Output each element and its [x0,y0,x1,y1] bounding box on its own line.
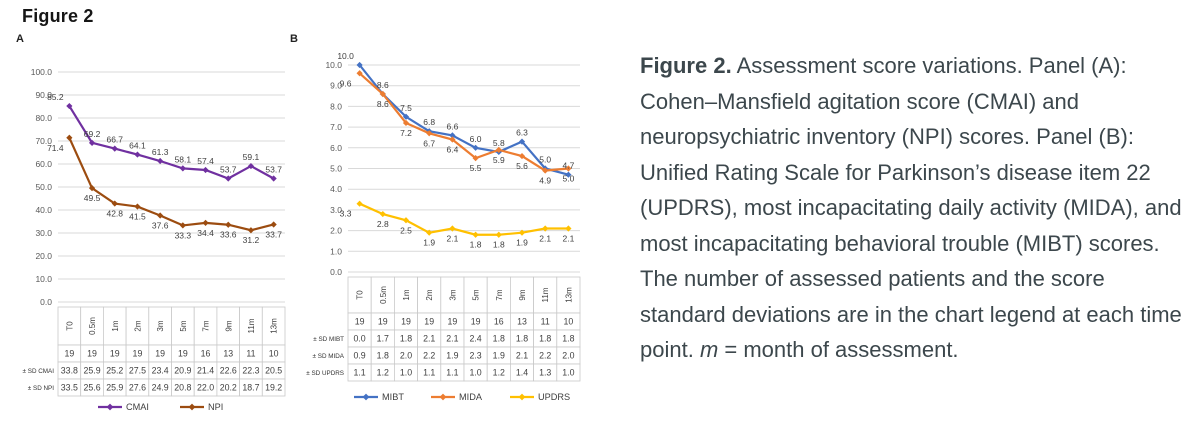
table-value: 25.6 [83,382,101,393]
table-value: 19 [470,316,481,327]
sd-row-label: ± SD MIBT [313,336,344,343]
x-category-label: 9m [518,289,527,301]
data-point-marker [248,227,254,233]
table-value: 1.8 [515,333,529,344]
table-value: 1.3 [539,367,552,378]
y-tick-label: 90.0 [35,90,52,100]
table-value: 20.9 [174,365,192,376]
data-label: 8.6 [376,98,389,109]
x-category-label: 3m [448,289,458,301]
data-label: 85.2 [47,92,64,103]
y-tick-label: 9.0 [330,80,342,91]
table-value: 0.9 [353,350,366,361]
legend-marker-icon [519,394,526,401]
data-label: 8.6 [376,79,389,90]
table-value: 1.0 [399,367,413,378]
table-value: 27.6 [128,382,147,393]
data-point-marker [180,222,186,228]
legend-item-MIBT [354,392,404,402]
y-tick-label: 30.0 [35,228,52,238]
panel-letter: A [16,33,24,45]
table-value: 11 [246,348,256,359]
series-line [360,204,569,235]
table-value: 13 [223,348,234,359]
x-category-label: 1m [402,289,411,301]
data-label: 37.6 [151,220,169,231]
data-label: 1.8 [492,239,505,250]
table-value: 10 [268,348,279,359]
sd-row-label: ± SD NPI [27,385,54,392]
data-label: 6.7 [423,138,436,149]
data-point-marker [180,165,186,171]
legend-item-UPDRS [510,392,570,402]
x-category-label: T0 [65,321,75,331]
table-value: 19 [401,316,411,327]
x-category-label: 13m [564,287,574,303]
table-value: 20.8 [174,382,192,393]
series-UPDRS [357,201,572,238]
table-value: 20.2 [219,382,237,393]
legend-label: MIDA [459,392,482,403]
legend-label: NPI [208,402,224,413]
legend-marker-icon [440,394,447,401]
data-label: 64.1 [129,140,146,151]
y-tick-label: 3.0 [330,204,342,215]
data-label: 4.7 [562,160,575,171]
data-point-marker [112,145,118,151]
data-label: 3.3 [339,208,352,219]
caption-body: Assessment score variations. Panel (A): Cohen–Mansfield agitation score (CMAI) and neuropsychiatric inventory (NPI) scores. Panel (B): Unified Rating Scale for Parkinson’s disease item 22 (UPDRS), most incapacitating daily activity (MIDA), and most incapacitating behavioral trouble (MIBT) scores. The number of assessed patients and the score standard deviations are in the chart legend at each time point. [640,53,1182,362]
y-tick-label: 20.0 [35,251,52,261]
data-label: 53.7 [219,164,237,175]
data-point-marker [202,167,208,173]
data-label: 1.9 [423,237,436,248]
x-category-label: 7m [494,289,504,301]
data-label: 33.3 [174,230,192,241]
caption-tail: = month of assessment. [718,337,959,362]
y-tick-label: 70.0 [35,136,52,146]
y-tick-label: 100.0 [30,67,52,77]
y-tick-label: 60.0 [35,159,52,169]
x-category-label: 2m [133,320,143,332]
data-label: 6.8 [423,117,436,128]
table-value: 2.2 [423,350,436,361]
data-point-marker [496,232,502,238]
data-label: 33.6 [219,229,237,240]
series-line [69,106,273,178]
legend-item-CMAI [98,402,149,412]
chart-legend [354,392,570,402]
table-value: 1.8 [399,333,413,344]
table-value: 16 [493,316,504,327]
table-value: 2.3 [469,350,482,361]
data-label: 2.8 [376,219,389,230]
data-table [306,277,580,381]
y-tick-label: 8.0 [330,101,342,112]
table-value: 1.7 [376,333,389,344]
x-category-label: 1m [110,320,120,332]
table-value: 1.0 [562,367,575,378]
table-value: 1.1 [423,367,436,378]
data-label: 71.4 [47,142,64,153]
x-category-label: 0.5m [88,317,98,335]
table-value: 22.6 [219,365,237,376]
panel-a-chart [10,26,288,422]
x-category-label: 2m [425,289,435,301]
data-label: 5.0 [539,154,552,165]
data-label: 5.5 [469,163,482,174]
table-value: 1.1 [353,367,366,378]
data-point-marker [271,221,277,227]
panel-b-chart [284,26,594,422]
legend-label: MIBT [382,392,404,403]
legend-item-MIDA [431,392,483,402]
x-category-label: 9m [224,320,234,332]
table-value: 1.2 [492,367,505,378]
data-label: 57.4 [197,155,214,166]
table-value: 22.3 [242,365,260,376]
data-label: 2.5 [400,225,412,236]
x-category-label: 0.5m [378,286,388,304]
data-label: 9.6 [339,78,352,89]
data-point-marker [202,220,208,226]
table-value: 19 [132,348,143,359]
table-value: 27.5 [128,365,147,376]
data-label: 2.1 [539,233,552,244]
table-value: 2.2 [539,350,552,361]
figure-title: Figure 2 [22,6,94,26]
legend-marker-icon [189,404,196,411]
table-value: 2.4 [469,333,482,344]
x-category-label: 7m [201,320,211,332]
table-value: 19 [377,316,388,327]
table-value: 19.2 [265,382,283,393]
legend-label: CMAI [126,402,149,413]
table-value: 19 [109,348,120,359]
table-value: 20.5 [265,365,283,376]
table-value: 1.9 [492,350,505,361]
chart-legend [98,402,223,412]
series-CMAI [66,103,277,182]
table-value: 1.9 [446,350,459,361]
table-value: 11 [540,316,550,327]
data-label: 5.0 [562,173,575,184]
data-label: 6.3 [516,127,528,138]
table-value: 1.8 [539,333,552,344]
table-value: 19 [64,348,75,359]
data-table [23,307,285,396]
data-point-marker [134,203,140,209]
y-tick-label: 0.0 [40,297,52,307]
table-value: 33.8 [60,365,78,376]
data-label: 6.6 [446,121,459,132]
table-value: 24.9 [151,382,169,393]
data-label: 49.5 [83,193,101,204]
data-label: 5.8 [492,137,505,148]
data-label: 7.5 [400,102,412,113]
series-line [360,65,569,175]
legend-marker-icon [363,394,370,401]
table-value: 18.7 [242,382,260,393]
table-value: 19 [155,348,166,359]
data-label: 66.7 [106,134,124,145]
y-tick-label: 10.0 [35,274,52,284]
y-tick-label: 6.0 [330,142,342,153]
table-value: 22.0 [196,382,215,393]
table-value: 19 [87,348,97,359]
table-value: 2.1 [515,350,529,361]
x-category-label: T0 [355,290,365,300]
y-tick-label: 4.0 [330,184,342,195]
data-label: 31.2 [242,235,260,246]
table-value: 1.0 [469,367,482,378]
table-value: 25.9 [83,365,101,376]
table-value: 2.1 [446,333,459,344]
caption-m: m [699,337,719,362]
data-label: 58.1 [174,154,192,165]
y-tick-label: 5.0 [330,163,342,174]
y-tick-label: 10.0 [325,60,342,70]
y-tick-label: 80.0 [35,113,52,123]
data-label: 69.2 [83,128,101,139]
x-category-label: 3m [156,320,166,332]
table-value: 10 [563,316,574,327]
table-value: 19 [447,316,458,327]
table-value: 1.8 [492,333,505,344]
table-value: 23.4 [151,365,169,376]
table-value: 1.2 [376,367,389,378]
x-category-label: 5m [178,320,188,332]
table-value: 19 [424,316,435,327]
data-label: 6.0 [469,133,482,144]
caption-lead: Figure 2. [640,53,732,78]
data-label: 6.4 [446,144,459,155]
y-tick-label: 7.0 [330,122,342,133]
data-label: 42.8 [106,208,124,219]
table-value: 0.0 [353,333,366,344]
sd-row-label: ± SD MIDA [312,353,344,360]
y-tick-label: 50.0 [35,182,52,192]
y-tick-label: 2.0 [330,225,342,236]
table-value: 19 [177,348,188,359]
data-point-marker [473,232,479,238]
y-tick-label: 40.0 [35,205,52,215]
series-labels-MIDA [340,78,575,185]
sd-row-label: ± SD CMAI [22,368,54,375]
table-value: 1.1 [446,367,459,378]
data-label: 1.8 [469,239,482,250]
table-value: 1.8 [376,350,389,361]
table-value: 2.1 [423,333,436,344]
table-value: 1.8 [562,333,575,344]
table-value: 33.5 [60,382,78,393]
data-point-marker [225,222,231,228]
table-value: 19 [354,316,365,327]
sd-row-label: ± SD UPDRS [306,370,344,377]
data-label: 33.7 [265,229,282,240]
table-value: 13 [517,316,527,327]
table-value: 21.4 [196,365,215,376]
data-label: 34.4 [197,227,214,238]
x-category-label: 11m [541,287,551,303]
data-point-marker [134,151,140,157]
data-label: 41.5 [129,211,146,222]
series-NPI [66,135,277,234]
data-point-marker [157,158,163,164]
table-value: 2.0 [562,350,575,361]
data-label: 53.7 [265,164,282,175]
x-category-label: 5m [471,289,481,301]
table-value: 16 [200,348,211,359]
table-value: 2.0 [399,350,413,361]
data-point-marker [157,212,163,218]
legend-label: UPDRS [538,392,571,403]
y-tick-label: 0.0 [330,267,342,277]
data-label: 5.6 [516,161,528,172]
data-label: 2.1 [562,233,575,244]
data-label: 10.0 [337,51,354,61]
data-label: 59.1 [242,152,260,163]
table-value: 25.2 [106,365,124,376]
legend-marker-icon [107,404,114,411]
data-label: 4.9 [539,175,552,186]
panel-letter: B [290,33,298,45]
x-category-label: 11m [246,318,256,334]
x-category-label: 13m [269,318,279,334]
data-label: 1.9 [516,237,528,248]
table-value: 25.9 [106,382,124,393]
data-label: 7.2 [400,127,412,138]
legend-item-NPI [180,402,223,412]
data-label: 5.9 [492,154,505,165]
data-label: 61.3 [151,147,169,158]
figure-caption [640,48,1185,368]
series-line [360,73,569,170]
table-value: 1.4 [515,367,529,378]
y-tick-label: 1.0 [330,246,342,257]
data-label: 2.1 [446,233,459,244]
